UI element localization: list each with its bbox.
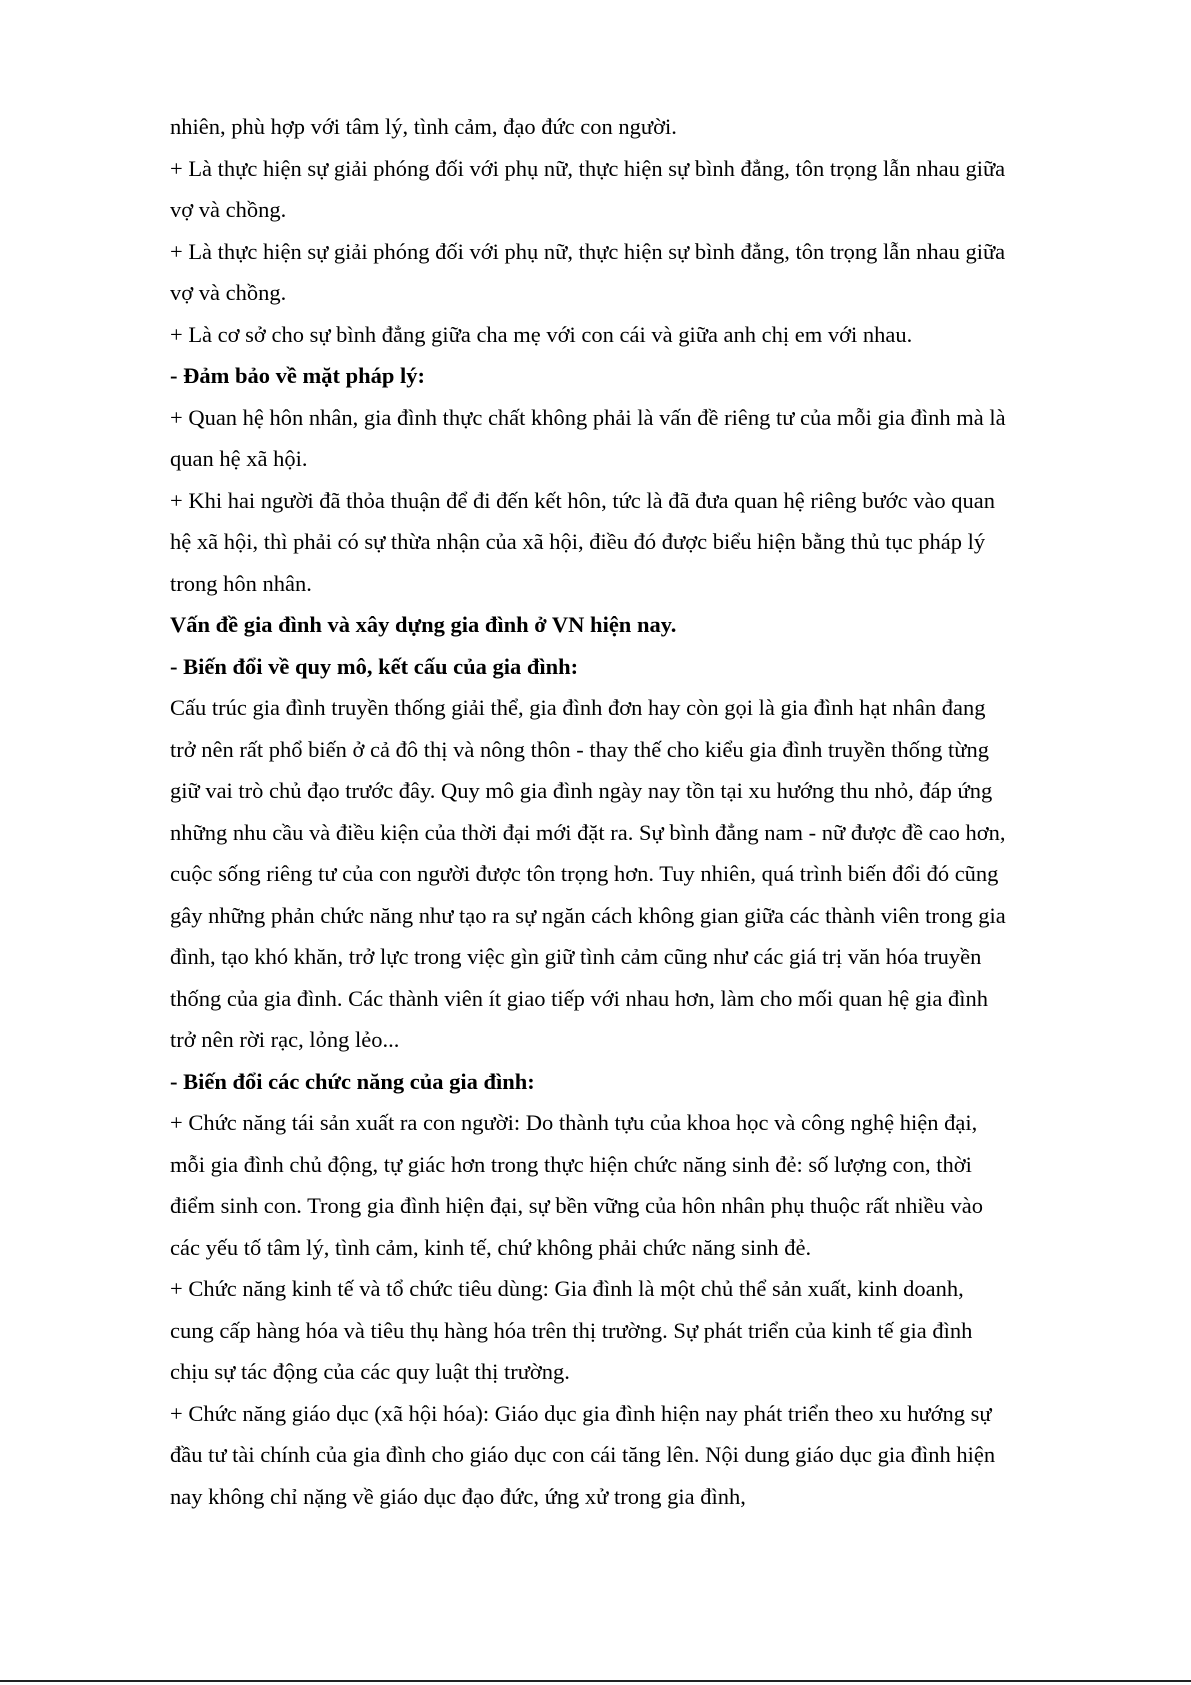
paragraph-marriage-social-relation: + Quan hệ hôn nhân, gia đình thực chất không phải là vấn đề riêng tư của mỗi gia đình mà là quan hệ xã hội. — [170, 404, 1006, 471]
paragraph-legal-procedure: + Khi hai người đã thỏa thuận để đi đến kết hôn, tức là đã đưa quan hệ riêng bước vào quan hệ xã hội, thì phải có sự thừa nhận của xã hội, điều đó được biểu hiện bằng thủ tục pháp lý trong hôn nhân. — [170, 487, 996, 596]
paragraph-family-structure: Cấu trúc gia đình truyền thống giải thể, gia đình đơn hay còn gọi là gia đình hạt nhân đang trở nên rất phổ biến ở cả đô thị và nông thôn - thay thế cho kiểu gia đình truyền thống từng giữ vai trò chủ đạo trước đây. Quy mô gia đình ngày nay tồn tại xu hướng thu nhỏ, đáp ứng những nhu cầu và điều kiện của thời đại mới đặt ra. Sự bình đẳng nam - nữ được đề cao hơn, cuộc sống riêng tư của con người được tôn trọng hơn. Tuy nhiên, quá trình biến đổi đó cũng gây những phản chức năng như tạo ra sự ngăn cách không gian giữa các thành viên trong gia đình, tạo khó khăn, trở lực trong việc gìn giữ tình cảm cũng như các giá trị văn hóa truyền thống của gia đình. Các thành viên ít giao tiếp với nhau hơn, làm cho mối quan hệ gia đình trở nên rời rạc, lỏng lẻo... — [170, 695, 1006, 1052]
paragraph-parent-child-equality: + Là cơ sở cho sự bình đẳng giữa cha mẹ với con cái và giữa anh chị em với nhau. — [170, 321, 913, 347]
heading-family-issues-vn: Vấn đề gia đình và xây dựng gia đình ở VN hiện nay. — [170, 612, 677, 637]
paragraph-education-function: + Chức năng giáo dục (xã hội hóa): Giáo dục gia đình hiện nay phát triển theo xu hướng sự đầu tư tài chính của gia đình cho giáo dục con cái tăng lên. Nội dung giáo dục gia đình hiện nay không chỉ nặng về giáo dục đạo đức, ứng xử trong gia đình, — [170, 1400, 996, 1509]
document-page — [170, 106, 1010, 1517]
heading-function-change: - Biến đổi các chức năng của gia đình: — [170, 1068, 535, 1094]
page-bottom-border — [0, 1680, 1191, 1682]
heading-legal-guarantee: - Đảm bảo về mặt pháp lý: — [170, 363, 426, 388]
paragraph-reproduction-function: + Chức năng tái sản xuất ra con người: Do thành tựu của khoa học và công nghệ hiện đại, mỗi gia đình chủ động, tự giác hơn trong thực hiện chức năng sinh đẻ: số lượng con, thời điểm sinh con. Trong gia đình hiện đại, sự bền vững của hôn nhân phụ thuộc rất nhiều vào các yếu tố tâm lý, tình cảm, kinh tế, chứ không phải chức năng sinh đẻ. — [170, 1110, 984, 1260]
paragraph-women-liberation: + Là thực hiện sự giải phóng đối với phụ nữ, thực hiện sự bình đẳng, tôn trọng lẫn nhau giữa vợ và chồng. — [170, 155, 1006, 222]
heading-scale-structure-change: - Biến đổi về quy mô, kết cấu của gia đình: — [170, 653, 579, 679]
paragraph-economic-function: + Chức năng kinh tế và tổ chức tiêu dùng: Gia đình là một chủ thể sản xuất, kinh doanh, cung cấp hàng hóa và tiêu thụ hàng hóa trên thị trường. Sự phát triển của kinh tế gia đình chịu sự tác động của các quy luật thị trường. — [170, 1276, 973, 1384]
paragraph-women-liberation-repeat: + Là thực hiện sự giải phóng đối với phụ nữ, thực hiện sự bình đẳng, tôn trọng lẫn nhau giữa vợ và chồng. — [170, 238, 1006, 305]
paragraph-continuation: nhiên, phù hợp với tâm lý, tình cảm, đạo đức con người. — [170, 114, 677, 139]
